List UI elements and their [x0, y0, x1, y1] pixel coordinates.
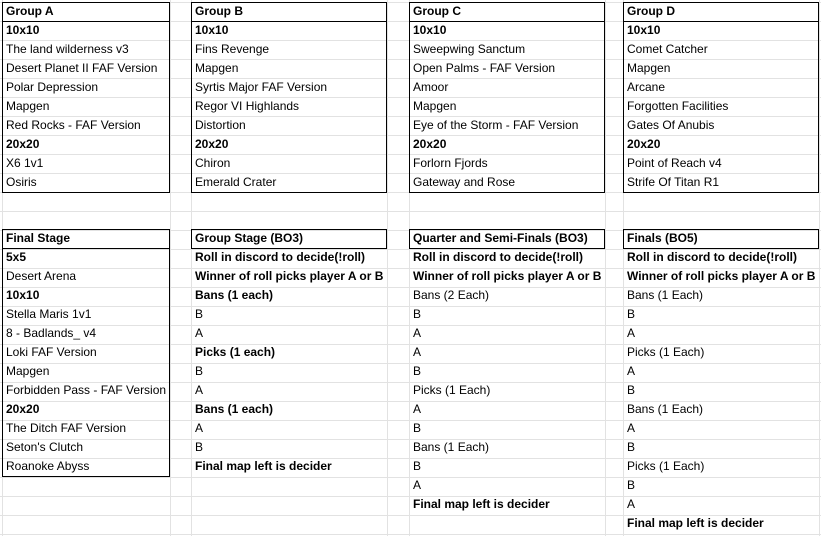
- sheet-cell[interactable]: Bans (1 each): [195, 288, 274, 302]
- sheet-cell[interactable]: Mapgen: [6, 364, 50, 378]
- grid-row-line: [0, 534, 821, 535]
- sheet-cell[interactable]: 20x20: [6, 137, 40, 151]
- grid-row-line: [0, 192, 821, 193]
- sheet-cell[interactable]: Picks (1 each): [195, 345, 276, 359]
- sheet-cell[interactable]: A: [195, 421, 204, 435]
- sheet-cell[interactable]: Roll in discord to decide(!roll): [195, 250, 366, 264]
- sheet-cell[interactable]: Strife Of Titan R1: [627, 175, 720, 189]
- sheet-cell[interactable]: B: [195, 307, 204, 321]
- sheet-cell[interactable]: B: [195, 440, 204, 454]
- grid-row-line: [0, 211, 821, 212]
- sheet-cell[interactable]: A: [627, 326, 636, 340]
- sheet-cell[interactable]: Roanoke Abyss: [6, 459, 90, 473]
- sheet-cell[interactable]: Forlorn Fjords: [413, 156, 488, 170]
- sheet-cell[interactable]: Red Rocks - FAF Version: [6, 118, 141, 132]
- sheet-cell[interactable]: Sweepwing Sanctum: [413, 42, 526, 56]
- sheet-cell[interactable]: B: [413, 459, 422, 473]
- sheet-cell[interactable]: Group D: [627, 4, 675, 18]
- sheet-cell[interactable]: 20x20: [627, 137, 661, 151]
- sheet-cell[interactable]: B: [627, 478, 636, 492]
- sheet-cell[interactable]: Desert Arena: [6, 269, 77, 283]
- sheet-cell[interactable]: Bans (1 Each): [627, 288, 704, 302]
- sheet-cell[interactable]: Distortion: [195, 118, 246, 132]
- sheet-cell[interactable]: Bans (1 Each): [627, 402, 704, 416]
- sheet-cell[interactable]: Point of Reach v4: [627, 156, 722, 170]
- sheet-cell[interactable]: X6 1v1: [6, 156, 44, 170]
- sheet-cell[interactable]: A: [627, 364, 636, 378]
- sheet-cell[interactable]: Mapgen: [627, 61, 671, 75]
- sheet-cell[interactable]: Syrtis Major FAF Version: [195, 80, 328, 94]
- sheet-cell[interactable]: B: [195, 364, 204, 378]
- sheet-cell[interactable]: B: [413, 421, 422, 435]
- sheet-cell[interactable]: A: [195, 383, 204, 397]
- sheet-cell[interactable]: B: [413, 364, 422, 378]
- sheet-cell[interactable]: 20x20: [195, 137, 229, 151]
- sheet-cell[interactable]: Stella Maris 1v1: [6, 307, 92, 321]
- sheet-cell[interactable]: 10x10: [413, 23, 447, 37]
- sheet-cell[interactable]: Roll in discord to decide(!roll): [627, 250, 798, 264]
- sheet-cell[interactable]: 20x20: [413, 137, 447, 151]
- sheet-cell[interactable]: A: [627, 421, 636, 435]
- sheet-cell[interactable]: 10x10: [195, 23, 229, 37]
- sheet-cell[interactable]: Fins Revenge: [195, 42, 270, 56]
- sheet-cell[interactable]: Mapgen: [195, 61, 239, 75]
- sheet-cell[interactable]: Bans (2 Each): [413, 288, 490, 302]
- sheet-cell[interactable]: A: [627, 497, 636, 511]
- sheet-cell[interactable]: Roll in discord to decide(!roll): [413, 250, 584, 264]
- sheet-cell[interactable]: Group C: [413, 4, 461, 18]
- sheet-cell[interactable]: Bans (1 each): [195, 402, 274, 416]
- sheet-cell[interactable]: A: [195, 326, 204, 340]
- sheet-cell[interactable]: Winner of roll picks player A or B: [627, 269, 816, 283]
- sheet-cell[interactable]: Bans (1 Each): [413, 440, 490, 454]
- sheet-cell[interactable]: B: [413, 307, 422, 321]
- sheet-cell[interactable]: Seton's Clutch: [6, 440, 83, 454]
- sheet-cell[interactable]: The land wilderness v3: [6, 42, 129, 56]
- sheet-cell[interactable]: Winner of roll picks player A or B: [195, 269, 384, 283]
- sheet-cell[interactable]: Eye of the Storm - FAF Version: [413, 118, 579, 132]
- sheet-cell[interactable]: Group B: [195, 4, 243, 18]
- sheet-cell[interactable]: Mapgen: [413, 99, 457, 113]
- sheet-cell[interactable]: Finals (BO5): [627, 231, 698, 245]
- sheet-cell[interactable]: 8 - Badlands_ v4: [6, 326, 97, 340]
- sheet-cell[interactable]: Arcane: [627, 80, 666, 94]
- sheet-cell[interactable]: Polar Depression: [6, 80, 99, 94]
- sheet-cell[interactable]: A: [413, 478, 422, 492]
- sheet-cell[interactable]: Gates Of Anubis: [627, 118, 715, 132]
- sheet-cell[interactable]: Desert Planet II FAF Version: [6, 61, 158, 75]
- sheet-cell[interactable]: Open Palms - FAF Version: [413, 61, 556, 75]
- sheet-cell[interactable]: Regor VI Highlands: [195, 99, 300, 113]
- sheet-cell[interactable]: Winner of roll picks player A or B: [413, 269, 602, 283]
- sheet-cell[interactable]: 10x10: [6, 288, 40, 302]
- sheet-cell[interactable]: Mapgen: [6, 99, 50, 113]
- sheet-cell[interactable]: Final map left is decider: [413, 497, 550, 511]
- sheet-cell[interactable]: The Ditch FAF Version: [6, 421, 127, 435]
- sheet-cell[interactable]: Picks (1 Each): [627, 345, 705, 359]
- sheet-cell[interactable]: Final map left is decider: [195, 459, 332, 473]
- sheet-cell[interactable]: B: [627, 307, 636, 321]
- sheet-cell[interactable]: Final map left is decider: [627, 516, 764, 530]
- sheet-cell[interactable]: Final Stage: [6, 231, 71, 245]
- sheet-cell[interactable]: Chiron: [195, 156, 231, 170]
- sheet-cell[interactable]: Osiris: [6, 175, 37, 189]
- sheet-cell[interactable]: A: [413, 326, 422, 340]
- sheet-cell[interactable]: Group A: [6, 4, 54, 18]
- sheet-cell[interactable]: Quarter and Semi-Finals (BO3): [413, 231, 588, 245]
- sheet-cell[interactable]: A: [413, 345, 422, 359]
- sheet-cell[interactable]: A: [413, 402, 422, 416]
- sheet-cell[interactable]: 20x20: [6, 402, 40, 416]
- sheet-cell[interactable]: Group Stage (BO3): [195, 231, 304, 245]
- sheet-cell[interactable]: 10x10: [6, 23, 40, 37]
- sheet-cell[interactable]: Forbidden Pass - FAF Version: [6, 383, 167, 397]
- sheet-cell[interactable]: 10x10: [627, 23, 661, 37]
- sheet-cell[interactable]: Emerald Crater: [195, 175, 277, 189]
- sheet-cell[interactable]: B: [627, 440, 636, 454]
- sheet-cell[interactable]: Picks (1 Each): [413, 383, 491, 397]
- sheet-cell[interactable]: Forgotten Facilities: [627, 99, 729, 113]
- sheet-cell[interactable]: Gateway and Rose: [413, 175, 516, 189]
- sheet-cell[interactable]: B: [627, 383, 636, 397]
- sheet-cell[interactable]: Picks (1 Each): [627, 459, 705, 473]
- sheet-cell[interactable]: 5x5: [6, 250, 27, 264]
- sheet-cell[interactable]: Loki FAF Version: [6, 345, 97, 359]
- sheet-cell[interactable]: Comet Catcher: [627, 42, 708, 56]
- sheet-cell[interactable]: Amoor: [413, 80, 449, 94]
